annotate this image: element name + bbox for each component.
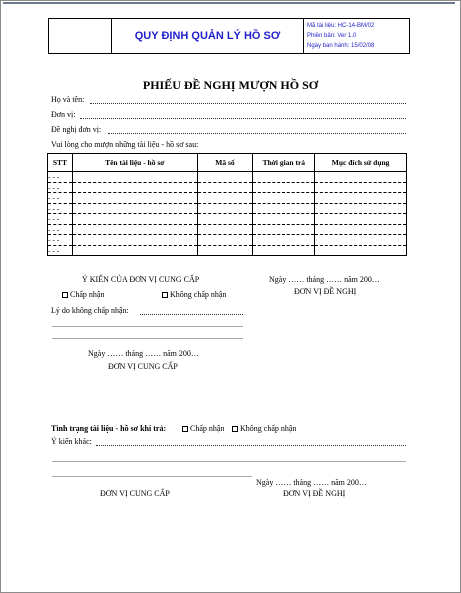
table-cell[interactable] <box>72 224 197 235</box>
reason-label: Lý do không chấp nhận: <box>51 306 129 315</box>
table-cell[interactable] <box>315 245 407 256</box>
items-table <box>47 153 407 256</box>
table-cell[interactable] <box>72 193 197 204</box>
row-stt: - - - <box>48 203 73 214</box>
requester-signature: ĐƠN VỊ ĐỀ NGHỊ <box>294 287 357 296</box>
header-title: QUY ĐỊNH QUẢN LÝ HỒ SƠ <box>112 19 304 53</box>
table-cell[interactable] <box>253 245 315 256</box>
issue-date: Ngày ban hành: 15/02/08 <box>307 43 375 49</box>
table-cell[interactable] <box>253 224 315 235</box>
table-row <box>48 172 407 183</box>
other-opinion-line[interactable] <box>52 461 406 462</box>
table-row <box>48 203 407 214</box>
request-text: Vui lòng cho mượn những tài liệu - hồ sơ sau: <box>51 140 199 149</box>
row-stt: - - - <box>48 235 73 246</box>
table-cell[interactable] <box>315 214 407 225</box>
return-requester-signature: ĐƠN VỊ ĐỀ NGHỊ <box>283 489 346 498</box>
row-stt: - - - <box>48 214 73 225</box>
table-cell[interactable] <box>253 203 315 214</box>
table-cell[interactable] <box>253 235 315 246</box>
request-unit-label: Đề nghị đơn vị: <box>51 125 102 134</box>
table-cell[interactable] <box>197 182 253 193</box>
other-opinion-line[interactable] <box>52 476 252 477</box>
top-border <box>3 2 455 4</box>
table-cell[interactable] <box>197 172 253 183</box>
header-return-time: Thời gian trả <box>253 154 315 172</box>
reason-line[interactable] <box>52 326 243 327</box>
table-row <box>48 235 407 246</box>
table-cell[interactable] <box>197 193 253 204</box>
name-field[interactable] <box>90 103 406 104</box>
table-cell[interactable] <box>253 214 315 225</box>
table-cell[interactable] <box>315 224 407 235</box>
table-cell[interactable] <box>72 245 197 256</box>
return-status-row <box>51 424 166 433</box>
row-stt: - - - <box>48 182 73 193</box>
request-unit-field[interactable] <box>108 133 406 134</box>
other-opinion-label: Ý kiến khác: <box>51 437 92 446</box>
return-reject-label: Không chấp nhận <box>240 424 297 433</box>
supplier-date: Ngày …… tháng …… năm 200… <box>88 349 199 358</box>
row-stt: - - - <box>48 172 73 183</box>
table-cell[interactable] <box>197 203 253 214</box>
other-opinion-field[interactable] <box>96 445 406 446</box>
table-cell[interactable] <box>315 235 407 246</box>
supplier-reject-option[interactable] <box>162 290 226 299</box>
table-cell[interactable] <box>253 172 315 183</box>
header-code: Mã số <box>197 154 253 172</box>
table-cell[interactable] <box>315 193 407 204</box>
supplier-accept-option[interactable] <box>62 290 104 299</box>
unit-field[interactable] <box>80 118 406 119</box>
table-cell[interactable] <box>72 214 197 225</box>
return-date: Ngày …… tháng …… năm 200… <box>256 478 367 487</box>
row-stt: - - - <box>48 224 73 235</box>
table-cell[interactable] <box>197 245 253 256</box>
return-accept-option[interactable] <box>182 424 224 433</box>
table-cell[interactable] <box>72 203 197 214</box>
supplier-reject-label: Không chấp nhận <box>170 290 227 299</box>
document-header <box>48 18 410 54</box>
table-cell[interactable] <box>197 235 253 246</box>
requester-date: Ngày …… tháng …… năm 200… <box>269 275 380 284</box>
row-stt: - - - <box>48 193 73 204</box>
unit-label: Đơn vị: <box>51 110 76 119</box>
reason-line[interactable] <box>52 338 243 339</box>
form-title: PHIẾU ĐỀ NGHỊ MƯỢN HỒ SƠ <box>142 78 319 92</box>
header-purpose: Mục đích sử dụng <box>315 154 407 172</box>
table-cell[interactable] <box>315 182 407 193</box>
header-meta <box>307 21 374 51</box>
table-cell[interactable] <box>197 214 253 225</box>
table-row <box>48 245 407 256</box>
table-cell[interactable] <box>72 235 197 246</box>
table-cell[interactable] <box>253 193 315 204</box>
table-row <box>48 224 407 235</box>
checkbox-icon <box>182 426 188 432</box>
header-stt: STT <box>48 154 73 172</box>
return-status-label: Tình trạng tài liệu - hồ sơ khi trả: <box>51 424 167 433</box>
table-row <box>48 214 407 225</box>
checkbox-icon <box>162 292 168 298</box>
table-row <box>48 193 407 204</box>
table-row <box>48 182 407 193</box>
reason-field[interactable] <box>140 314 243 315</box>
logo-box <box>49 19 112 53</box>
supplier-signature: ĐƠN VỊ CUNG CẤP <box>108 362 178 371</box>
table-cell[interactable] <box>253 182 315 193</box>
table-cell[interactable] <box>315 203 407 214</box>
return-reject-option[interactable] <box>232 424 296 433</box>
checkbox-icon <box>232 426 238 432</box>
return-accept-label: Chấp nhận <box>190 424 225 433</box>
table-cell[interactable] <box>72 172 197 183</box>
doc-code: Mã tài liệu: HC-14-BM/02 <box>307 23 375 29</box>
table-cell[interactable] <box>315 172 407 183</box>
supplier-accept-label: Chấp nhận <box>70 290 105 299</box>
return-supplier-signature: ĐƠN VỊ CUNG CẤP <box>100 489 170 498</box>
header-name: Tên tài liệu - hồ sơ <box>72 154 197 172</box>
row-stt: - - - <box>48 245 73 256</box>
table-cell[interactable] <box>72 182 197 193</box>
table-cell[interactable] <box>197 224 253 235</box>
name-label: Họ và tên: <box>51 95 85 104</box>
version: Phiên bản: Ver 1.0 <box>307 33 357 39</box>
checkbox-icon <box>62 292 68 298</box>
table-header-row <box>48 154 407 172</box>
supplier-opinion-title: Ý KIẾN CỦA ĐƠN VỊ CUNG CẤP <box>82 275 200 284</box>
